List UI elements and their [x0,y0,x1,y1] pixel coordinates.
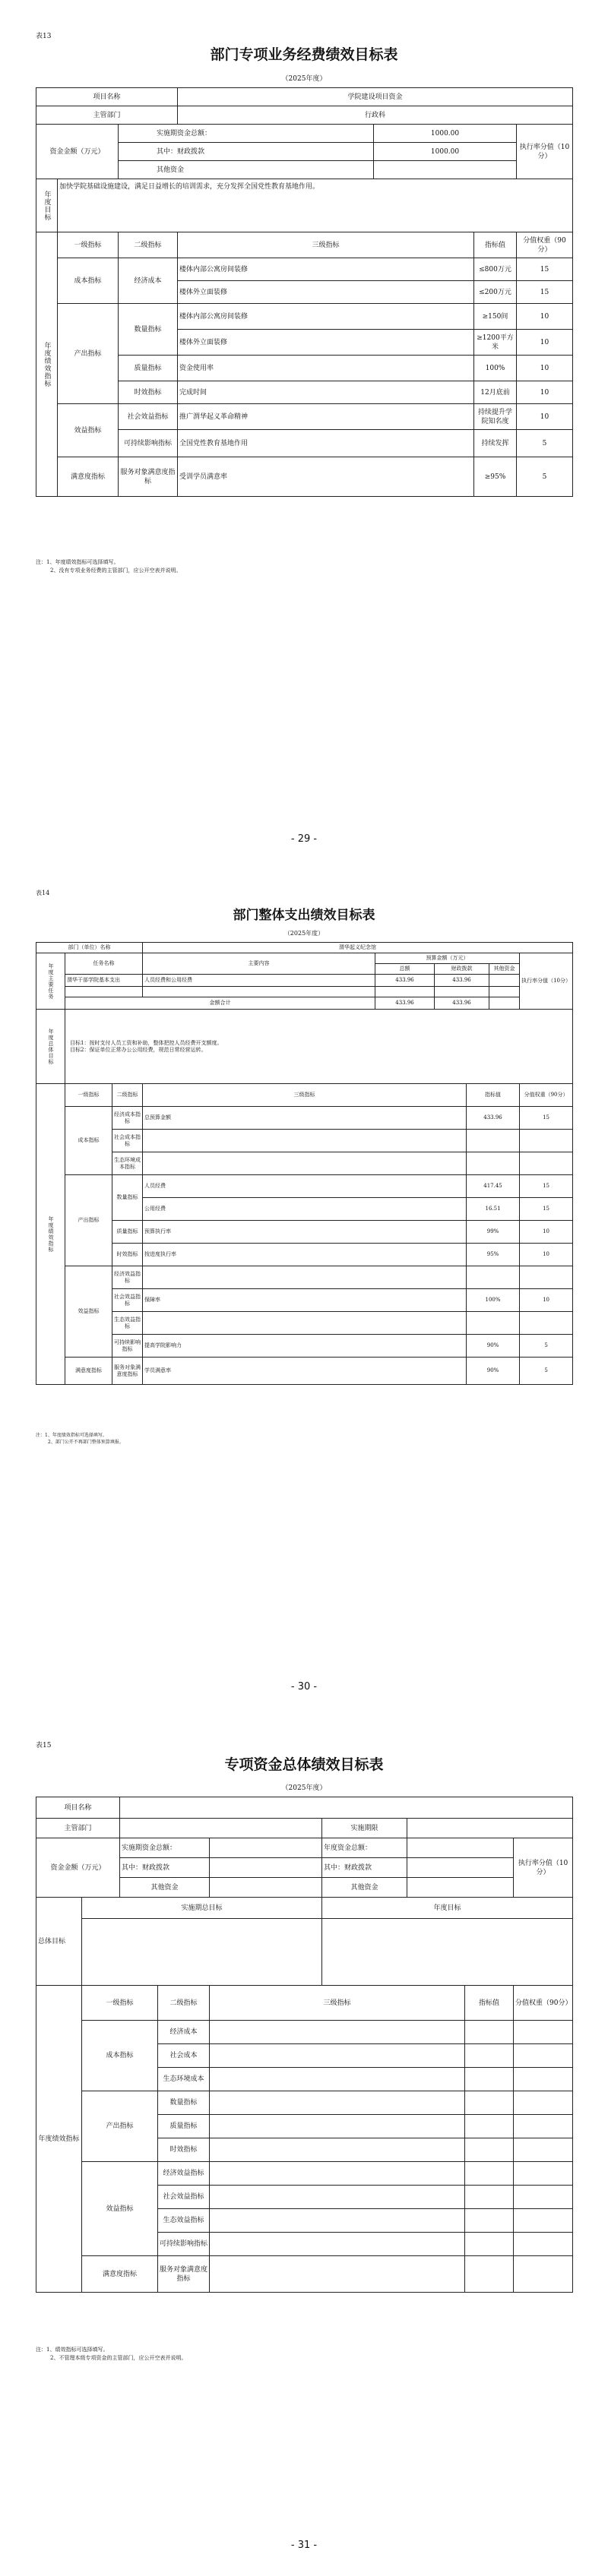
table-number: 表13 [36,33,52,40]
l2-cell: 质量指标 [112,1221,143,1244]
header-cell: 分值权重（90分） [514,1986,573,2021]
value-cell: ≥150间 [474,304,517,330]
weight-cell: 15 [520,1107,573,1130]
l3-cell: 受训学员满意率 [178,457,474,497]
l3-cell: 楼体内部公寓房间装修 [178,258,474,281]
l2-cell: 时效指标 [158,2138,210,2162]
goal-text: 加快学院基础设施建设，满足日益增长的培训需求，充分发挥全国党性教育基地作用。 [58,179,573,232]
l3-cell: 全国党性教育基地作用 [178,430,474,457]
task-content: 人员经费和公用经费 [143,975,375,987]
l2-cell: 社会成本指标 [112,1130,143,1152]
dept-row [36,1819,573,1838]
annual-fiscal-label: 其中：财政拨款 [322,1858,407,1878]
table-row [36,1130,573,1152]
table-number: 表15 [36,1742,52,1749]
project-row [36,1797,573,1819]
l2-cell: 可持续影响指标 [112,1335,143,1358]
period-goal-label: 实施期总目标 [82,1898,322,1919]
goal-header-row [36,1898,573,1919]
sum-total: 433.96 [375,997,435,1010]
l2-cell: 社会效益指标 [158,2186,210,2209]
exec-score-label: 执行率分值（10分） [514,1838,573,1898]
unit-row [36,943,573,953]
sum-label: 金额合计 [65,997,375,1010]
value-cell: 95% [467,1244,520,1266]
header-row [36,1084,573,1107]
value-cell: 90% [467,1358,520,1385]
value-cell: 100% [474,356,517,381]
goal-line: 目标2：保证单位正常办公公用经费，规范日常经营运转。 [70,1046,207,1053]
header-row [36,232,573,258]
period-value [407,1819,573,1838]
value-cell: 99% [467,1221,520,1244]
value-cell: 433.96 [467,1107,520,1130]
dept-row [36,106,573,125]
dept-label: 主管部门 [36,106,178,125]
footnote: 2、不管理本级专项资金的主管部门，应公开空表并说明。 [50,2355,187,2361]
header-cell: 三级指标 [143,1084,467,1107]
value-cell: 100% [467,1289,520,1312]
goal-line: 目标1：按时支付人员工资和补助，整体把控人员经费开支额度。 [70,1039,223,1046]
annual-goal-content [322,1919,573,1986]
table-row [36,1289,573,1312]
period-label: 实施期限 [322,1819,407,1838]
table-row [36,1175,573,1198]
unit-value: 渭华起义纪念馆 [143,943,573,953]
table-row [36,1266,573,1289]
dept-value: 行政科 [178,106,573,125]
goal-label: 年度总体目标 [36,1010,65,1084]
annual-total-value [407,1838,514,1858]
weight-cell: 5 [520,1358,573,1385]
l1-cell: 产出指标 [58,304,119,404]
l2-cell: 经济成本 [119,258,178,304]
l2-cell: 质量指标 [119,356,178,381]
weight-cell [520,1130,573,1152]
footnote: 2、没有专项业务经费的主管部门，应公开空表并说明。 [50,567,182,574]
l1-cell: 效益指标 [65,1266,112,1358]
l2-cell: 社会效益指标 [119,404,178,430]
l1-cell: 满意度指标 [65,1358,112,1385]
fund-fiscal-label: 其中：财政拨款 [119,143,374,161]
value-cell: 417.45 [467,1175,520,1198]
l3-cell: 楼体外立面装修 [178,330,474,356]
fiscal-year: （2025年度） [281,1784,327,1792]
l2-cell: 质量指标 [158,2115,210,2138]
dept-value [120,1819,322,1838]
l2-cell: 服务对象满意度指标 [112,1358,143,1385]
l3-cell: 预算执行率 [143,1221,467,1244]
header-cell: 二级指标 [158,1986,210,2021]
header-cell: 一级指标 [65,1084,112,1107]
overall-goal-label: 总体目标 [36,1898,82,1986]
unit-label: 部门（单位）名称 [36,943,143,953]
annual-goal-label: 年度目标 [322,1898,573,1919]
value-cell: ≥1200平方米 [474,330,517,356]
table-row [36,2256,573,2293]
goal-text [65,1010,573,1084]
footnotes [36,558,181,575]
fiscal-year: （2025年度） [281,75,327,83]
table-row [36,1221,573,1244]
weight-cell: 5 [517,457,573,497]
fiscal-year: （2025年度） [283,930,325,937]
table-number: 表14 [36,890,50,896]
perf-label: 年度绩效指标 [36,232,58,497]
annual-other-value [407,1878,514,1898]
l2-cell: 生态环境成本指标 [112,1152,143,1175]
project-value [120,1797,573,1819]
l3-cell: 完成时间 [178,381,474,404]
table-row [36,304,573,330]
l2-cell: 时效指标 [119,381,178,404]
project-value: 学院建设项目资金 [178,88,573,106]
table-row [36,258,573,281]
header-cell: 二级指标 [112,1084,143,1107]
l2-cell: 生态环境成本 [158,2068,210,2091]
weight-cell: 15 [517,258,573,281]
content-header: 主要内容 [143,953,375,975]
value-cell: 持续发挥 [474,430,517,457]
table-row [36,1152,573,1175]
goal-label: 年度目标 [36,179,58,232]
l2-cell: 社会效益指标 [112,1289,143,1312]
page-number: - 30 - [290,1681,318,1693]
fund-row [36,125,573,143]
table-row [36,1312,573,1335]
weight-cell: 15 [520,1198,573,1221]
weight-cell: 10 [517,381,573,404]
page-title: 部门整体支出绩效目标表 [233,908,375,923]
weight-cell: 15 [517,281,573,304]
header-cell: 二级指标 [119,232,178,258]
task-total: 433.96 [375,975,435,987]
weight-cell: 5 [520,1335,573,1358]
value-cell [467,1312,520,1335]
footnote: 注：1、年度绩效指标可选择填写。 [36,559,119,565]
performance-table [36,1797,573,2293]
table-row [36,1244,573,1266]
l2-cell: 社会成本 [158,2044,210,2068]
l3-cell: 提高学院影响力 [143,1335,467,1358]
exec-score-label: 执行率分值（10分） [520,953,573,1010]
fund-other-label: 其他资金 [119,161,374,179]
blank-row [36,987,573,997]
budget-total-header: 总额 [375,964,435,975]
table-row [36,2091,573,2115]
annual-task-label: 年度主要任务 [36,953,65,1010]
fund-other-value [374,161,517,179]
l2-cell: 服务对象满意度指标 [158,2256,210,2293]
weight-cell [520,1152,573,1175]
header-cell: 指标值 [467,1084,520,1107]
header-cell: 指标值 [465,1986,514,2021]
perf-label: 年度绩效指标 [36,1986,82,2293]
weight-cell: 10 [517,330,573,356]
header-cell: 分值权重（90分） [520,1084,573,1107]
header-row [36,1986,573,2021]
goal-content-row [36,1919,573,1986]
table-row [36,2021,573,2044]
value-cell: 持续提升学院知名度 [474,404,517,430]
l3-cell: 总预算金额 [143,1107,467,1130]
l3-cell: 楼体内部公寓房间装修 [178,304,474,330]
l1-cell: 成本指标 [82,2021,158,2091]
page-number: - 31 - [290,2540,318,2551]
sum-row [36,997,573,1010]
value-cell: ≥95% [474,457,517,497]
value-cell [467,1130,520,1152]
value-cell: ≤800万元 [474,258,517,281]
l2-cell: 生态效益指标 [158,2209,210,2233]
perf-label: 年度绩效指标 [36,1084,65,1385]
l2-cell: 服务对象满意度指标 [119,457,178,497]
footnotes [36,2346,186,2363]
table-row [36,2162,573,2186]
l2-cell: 可持续影响指标 [119,430,178,457]
header-cell: 一级指标 [82,1986,158,2021]
project-label: 项目名称 [36,1797,120,1819]
l3-cell [143,1152,467,1175]
table-row [36,1335,573,1358]
l1-cell: 产出指标 [82,2091,158,2162]
fund-label: 资金金额（万元） [36,1838,120,1898]
fund-fiscal-value: 1000.00 [374,143,517,161]
header-cell: 一级指标 [58,232,119,258]
budget-header: 预算金额（万元） [375,953,520,964]
fiscal-label: 其中：财政拨款 [120,1858,210,1878]
task-row [36,975,573,987]
l3-cell: 保障率 [143,1289,467,1312]
l3-cell [143,1312,467,1335]
period-goal-content [82,1919,322,1986]
l1-cell: 产出指标 [65,1175,112,1266]
value-cell [467,1266,520,1289]
fund-total-value: 1000.00 [374,125,517,143]
weight-cell: 10 [517,404,573,430]
l1-cell: 效益指标 [82,2162,158,2256]
task-name-header: 任务名称 [65,953,143,975]
footnotes [36,1432,124,1446]
l1-cell: 效益指标 [58,404,119,457]
fund-row [36,1838,573,1858]
weight-cell: 10 [517,304,573,330]
weight-cell: 10 [520,1244,573,1266]
task-header-row [36,953,573,964]
table-row [36,1107,573,1130]
performance-table [36,87,573,497]
weight-cell: 5 [517,430,573,457]
sum-fiscal: 433.96 [435,997,489,1010]
weight-cell: 10 [520,1289,573,1312]
l3-cell: 楼体外立面装修 [178,281,474,304]
footnote: 注：1、年度绩效指标可选择填写。 [36,1433,107,1438]
weight-cell [520,1312,573,1335]
annual-other-label: 其他资金 [322,1878,407,1898]
l3-cell: 推广渭华起义革命精神 [178,404,474,430]
task-fiscal: 433.96 [435,975,489,987]
exec-score-label: 执行率分值（10分） [517,125,573,179]
value-cell: 12月底前 [474,381,517,404]
project-row [36,88,573,106]
task-other [489,975,520,987]
task-name: 渭华干部学院基本支出 [65,975,143,987]
l3-cell: 人员经费 [143,1175,467,1198]
weight-cell: 10 [517,356,573,381]
l2-cell: 经济效益指标 [112,1266,143,1289]
header-cell: 三级指标 [210,1986,465,2021]
footnote: 注：1、绩效指标可选择填写。 [36,2347,109,2353]
table-row [36,404,573,430]
dept-label: 主管部门 [36,1819,120,1838]
fund-total-label: 实施期资金总额： [119,125,374,143]
l2-cell: 数量指标 [119,304,178,356]
l1-cell: 成本指标 [65,1107,112,1175]
total-value [210,1838,322,1858]
table-row [36,457,573,497]
performance-table [36,942,573,1385]
l2-cell: 经济成本指标 [112,1107,143,1130]
l2-cell: 生态效益指标 [112,1312,143,1335]
header-cell: 三级指标 [178,232,474,258]
l2-cell: 时效指标 [112,1244,143,1266]
fund-label: 资金金额（万元） [36,125,119,179]
annual-total-label: 年度资金总额： [322,1838,407,1858]
l3-cell: 资金使用率 [178,356,474,381]
page-title: 专项资金总体绩效目标表 [224,1756,384,1773]
l3-cell [143,1130,467,1152]
page-number: - 29 - [290,833,318,845]
l2-cell: 数量指标 [112,1175,143,1221]
weight-cell: 10 [520,1221,573,1244]
value-cell: ≤200万元 [474,281,517,304]
annual-fiscal-value [407,1858,514,1878]
fiscal-value [210,1858,322,1878]
l2-cell: 经济效益指标 [158,2162,210,2186]
weight-cell [520,1266,573,1289]
l2-cell: 经济成本 [158,2021,210,2044]
l2-cell: 数量指标 [158,2091,210,2115]
budget-fiscal-header: 财政拨款 [435,964,489,975]
l1-cell: 满意度指标 [82,2256,158,2293]
goal-row [36,1010,573,1084]
other-value [210,1878,322,1898]
value-cell: 90% [467,1335,520,1358]
l3-cell: 按进度执行率 [143,1244,467,1266]
l2-cell: 可持续影响指标 [158,2233,210,2256]
table-row [36,1358,573,1385]
project-label: 项目名称 [36,88,178,106]
weight-cell: 15 [520,1175,573,1198]
goal-row [36,179,573,232]
value-cell [467,1152,520,1175]
l1-cell: 满意度指标 [58,457,119,497]
l3-cell [143,1266,467,1289]
budget-other-header: 其他资金 [489,964,520,975]
page-title: 部门专项业务经费绩效目标表 [210,46,398,63]
l3-cell: 学员满意率 [143,1358,467,1385]
l3-cell: 公用经费 [143,1198,467,1221]
l1-cell: 成本指标 [58,258,119,304]
total-label: 实施期资金总额： [120,1838,210,1858]
header-cell: 指标值 [474,232,517,258]
sum-other [489,997,520,1010]
other-label: 其他资金 [120,1878,210,1898]
footnote: 2、部门公开不再部门整体预算填报。 [48,1440,124,1445]
header-cell: 分值权重（90分） [517,232,573,258]
value-cell: 16.51 [467,1198,520,1221]
